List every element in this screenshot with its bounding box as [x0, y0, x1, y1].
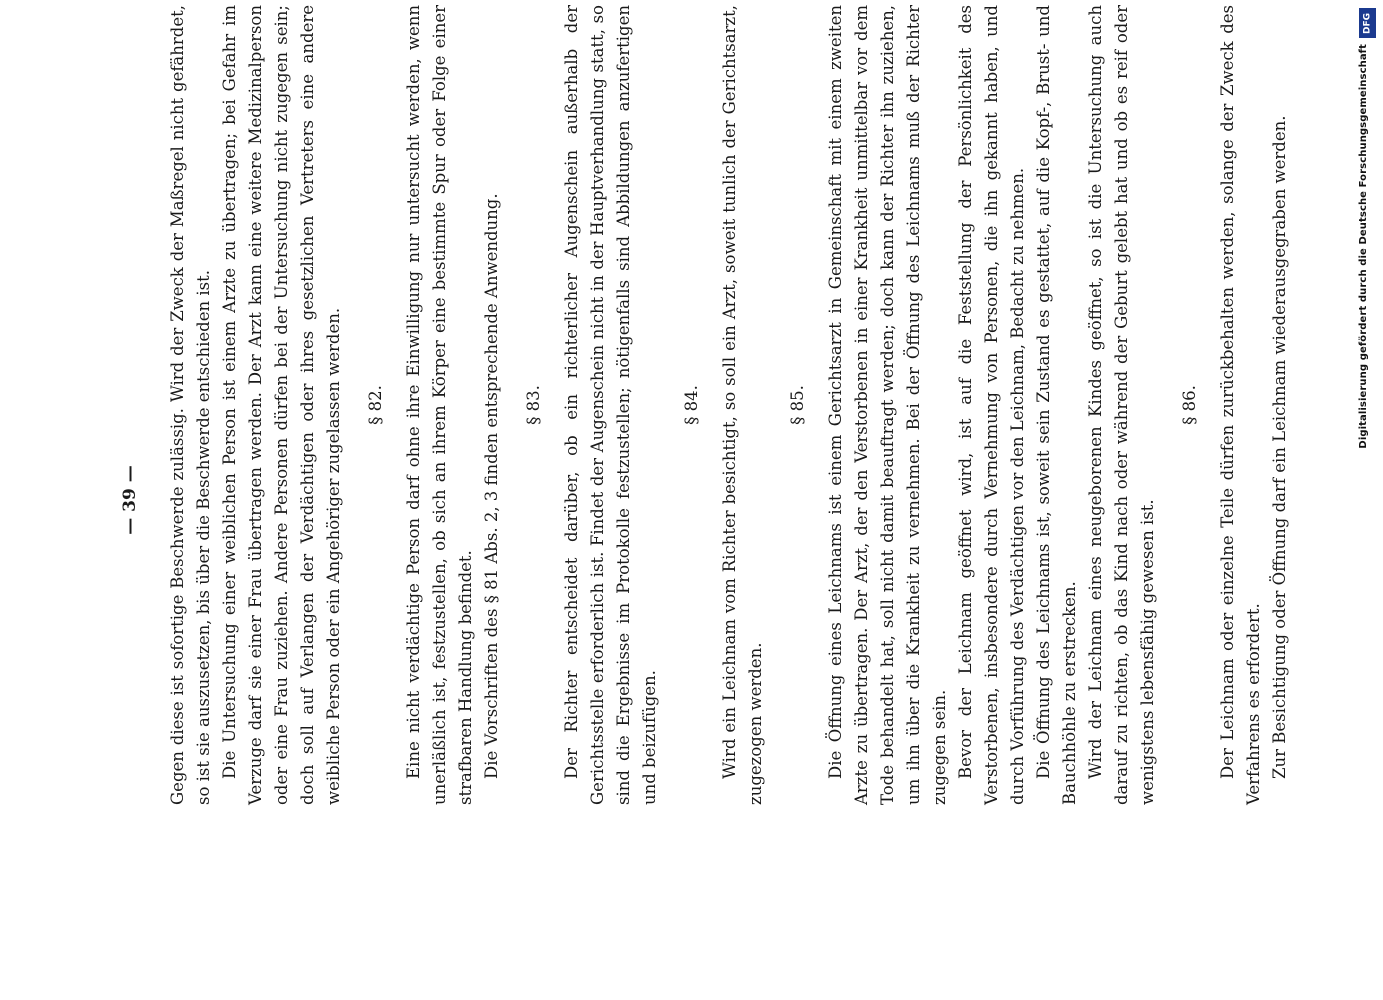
- paragraph: Eine nicht verdächtige Person darf ohne ihre Einwilligung nur untersucht werden, wenn unerläßlich ist, festzustellen, ob sich an ihrem Körper eine bestimmte Spur oder Folge einer strafbaren Handlung befindet.: [404, 5, 475, 805]
- paragraph: Der Leichnam oder einzelne Teile dürfen zurückbehalten werden, solange der Zweck des Verfahrens es erfordert.: [1218, 5, 1263, 805]
- section-heading-84: § 84.: [682, 385, 701, 425]
- paragraph: Die Untersuchung einer weiblichen Person ist einem Arzte zu übertragen; bei Gefahr im Verzuge darf sie einer Frau übertragen werden. Der Arzt kann eine weitere Medizinalperson oder eine Frau zuziehen. Andere Personen dürfen bei der Untersuchung nicht zugegen sein; doch soll auf Verlangen der Verdächtigen oder ihres gesetzlichen Vertreters eine andere weibliche Person oder ein Angehöriger zugelassen werden.: [220, 5, 343, 805]
- section-heading-85: § 85.: [788, 385, 807, 425]
- paragraph: Wird der Leichnam eines neugeborenen Kindes geöffnet, so ist die Untersuchung auch darauf zu richten, ob das Kind nach oder während der Geburt gelebt hat und ob es reif oder wenigstens lebensfähig gewesen ist.: [1086, 5, 1157, 805]
- digitization-notice: Digitalisierung gefördert durch die Deutsche Forschungsgemeinschaft: [1358, 44, 1369, 449]
- rotated-document-page: [165, 5, 1289, 805]
- section-heading-82: § 82.: [366, 385, 385, 425]
- digitization-strip: [1355, 8, 1383, 449]
- paragraph: Wird ein Leichnam vom Richter besichtigt, so soll ein Arzt, soweit tunlich der Gerichtsarzt, zugezogen werden.: [720, 5, 765, 805]
- paragraph: Zur Besichtigung oder Öffnung darf ein Leichnam wiederausgegraben werden.: [1270, 115, 1289, 779]
- page-number: — 39 —: [120, 465, 140, 535]
- section-heading-83: § 83.: [524, 385, 543, 425]
- paragraph: Bevor der Leichnam geöffnet wird, ist auf die Feststellung der Persönlichkeit des Verstorbenen, insbesondere durch Vernehmung von Personen, die ihn gekannt haben, und durch Vorführung des Verdächtigen vor den Leichnam, Bedacht zu nehmen.: [956, 5, 1027, 805]
- paragraph: Gegen diese ist sofortige Beschwerde zulässig. Wird der Zweck der Maßregel nicht gefährdet, so ist sie auszusetzen, bis über die Beschwerde entschieden ist.: [168, 5, 213, 805]
- paragraph: Die Vorschriften des § 81 Abs. 2, 3 finden entsprechende Anwendung.: [482, 193, 501, 779]
- paragraph: Die Öffnung eines Leichnams ist einem Gerichtsarzt in Gemeinschaft mit einem zweiten Arzte zu übertragen. Der Arzt, der den Verstorbenen in einer Krankheit unmittelbar vor dem Tode behandelt hat, soll nicht damit beauftragt werden; doch kann der Richter ihn zuziehen, um ihn über die Krankheit zu vernehmen. Bei der Öffnung des Leichnams muß der Richter zugegen sein.: [826, 5, 949, 805]
- section-heading-86: § 86.: [1180, 385, 1199, 425]
- paragraph: Der Richter entscheidet darüber, ob ein richterlicher Augenschein außerhalb der Gerichtsstelle erforderlich ist. Findet der Augenschein nicht in der Hauptverhandlung statt, so sind die Ergebnisse im Protokolle festzustellen; nötigenfalls sind Abbildungen anzufertigen und beizufügen.: [562, 5, 659, 805]
- paragraph: Die Öffnung des Leichnams ist, soweit sein Zustand es gestattet, auf die Kopf-, Brust- und Bauchhöhle zu erstrecken.: [1034, 5, 1079, 805]
- dfg-logo: DFG: [1359, 8, 1376, 38]
- page-content: [165, 5, 1293, 805]
